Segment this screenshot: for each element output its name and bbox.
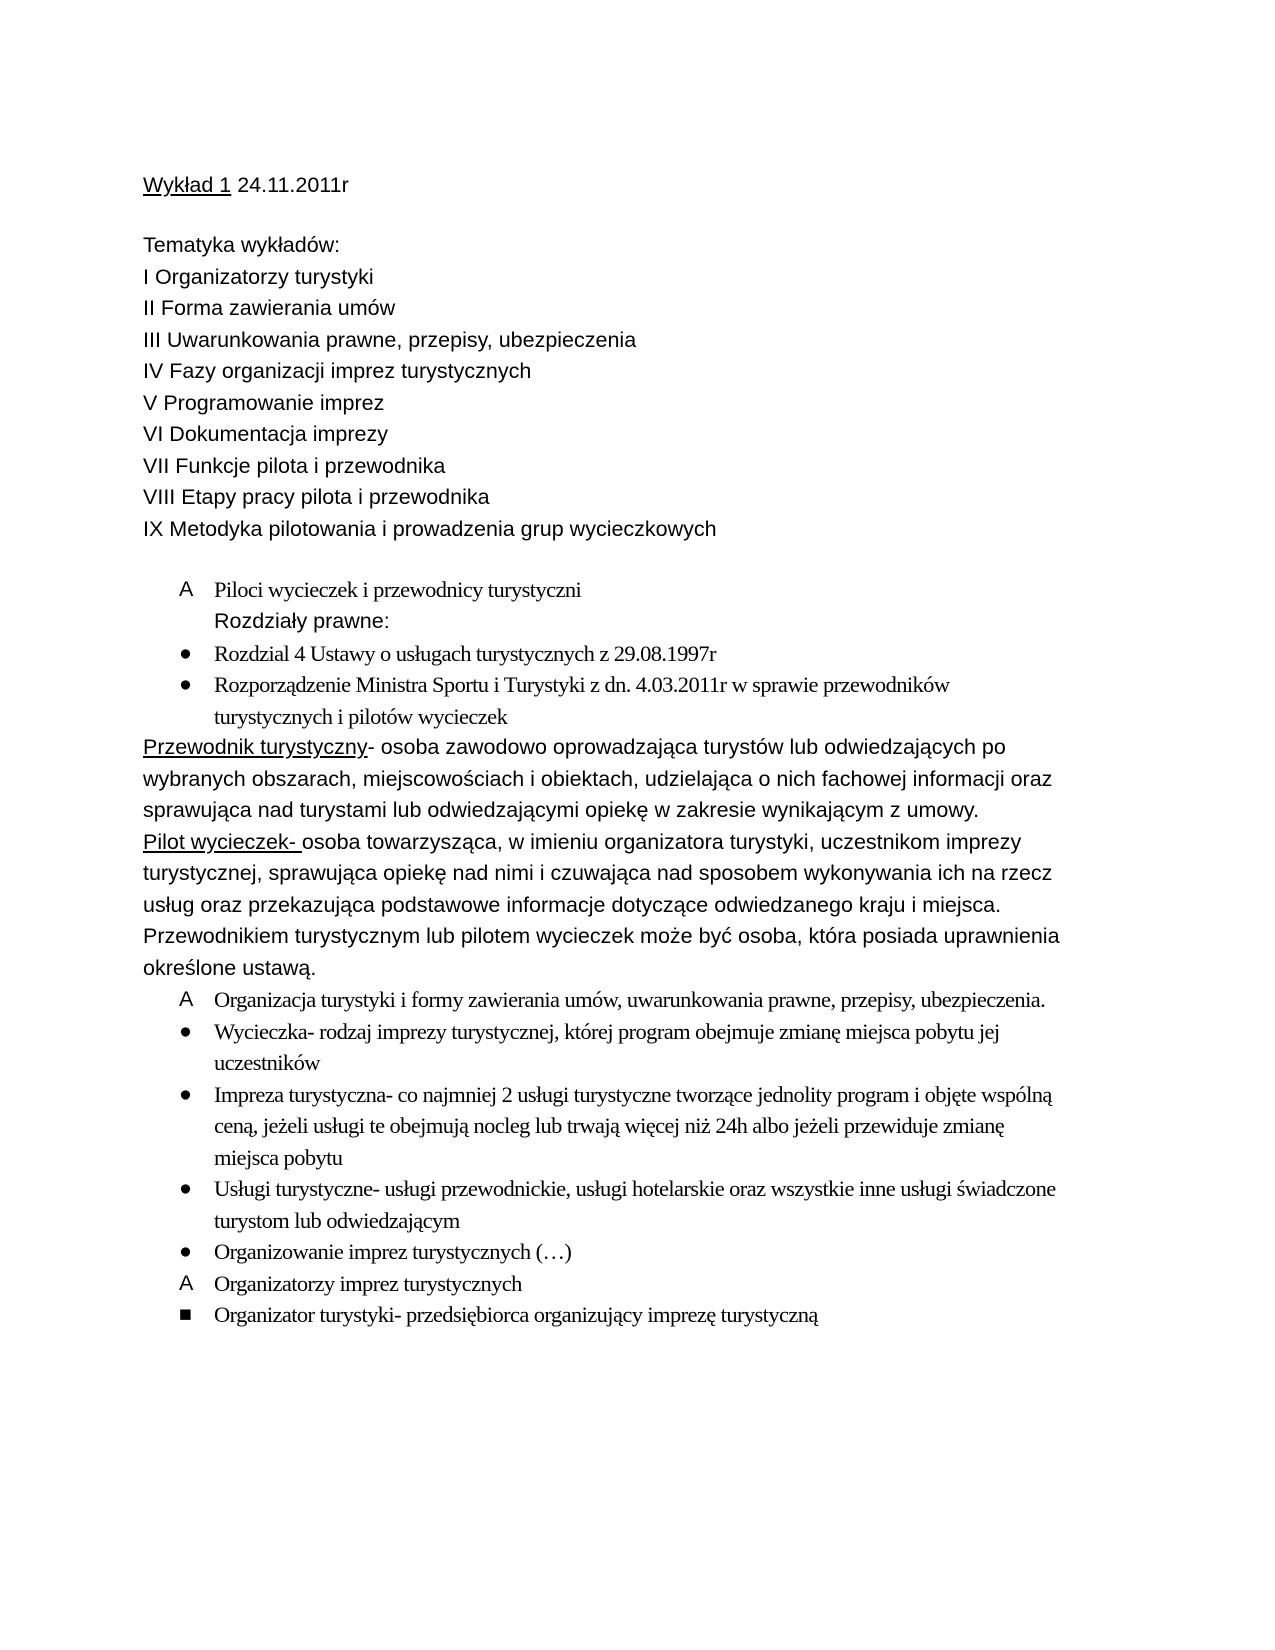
topic-item: IX Metodyka pilotowania i prowadzenia grup wycieczkowych — [143, 516, 717, 541]
topic-item: V Programowanie imprez — [143, 390, 385, 415]
topic-item: VII Funkcje pilota i przewodnika — [143, 453, 446, 478]
definition-paragraph: Pilot wycieczek- osoba towarzysząca, w imieniu organizatora turystyki, uczestnikom imprezy turystycznej, sprawująca opiekę nad nimi i czuwająca nad sposobem wykonywania ich na rzecz usług oraz przekazująca podstawowe informacje dotyczące odwiedzanego kraju i miejsca. — [143, 829, 1053, 917]
bullet-icon: ● — [179, 640, 192, 665]
bullet-icon: ● — [179, 1176, 192, 1200]
topic-item: VI Dokumentacja imprezy — [143, 422, 388, 446]
list-item: ● Rozdzial 4 Ustawy o usługach turystycznych z 29.08.1997r — [143, 638, 1068, 670]
list-item: ● Usługi turystyczne- usługi przewodnickie, usługi hotelarskie oraz wszystkie inne usługi świadczone turystom lub odwiedzającym — [143, 1173, 1068, 1236]
section-heading: A Organizacja turystyki i formy zawierania umów, uwarunkowania prawne, przepisy, ubezpieczenia. — [179, 987, 1046, 1012]
bullet-icon: ● — [179, 672, 192, 696]
bullet-icon: ● — [179, 1018, 192, 1043]
list-item: ● Impreza turystyczna- co najmniej 2 usługi turystyczne tworzące jednolity program i objęte wspólną ceną, jeżeli usługi te obejmują nocleg lub trwają więcej niż 24h albo jeżeli przewiduje zmianę miejsca pobytu — [143, 1079, 1068, 1174]
lecture-date: 24.11.2011r — [231, 173, 349, 197]
definition-term: Pilot wycieczek- — [143, 829, 302, 854]
section-heading: A Piloci wycieczek i przewodnicy turystyczni — [179, 576, 582, 602]
bullet-icon: ● — [179, 1239, 192, 1263]
lecture-label: Wykład 1 — [143, 173, 232, 197]
topic-item: VIII Etapy pracy pilota i przewodnika — [143, 485, 490, 509]
document-page — [143, 170, 1068, 1331]
section-subheading: Rozdziały prawne: — [214, 609, 390, 633]
topic-item: III Uwarunkowania prawne, przepisy, ubezpieczenia — [143, 327, 637, 352]
qualification-paragraph: Przewodnikiem turystycznym lub pilotem wycieczek może być osoba, która posiada uprawnienia określone ustawą. — [143, 924, 1060, 980]
list-item: ■ Organizator turystyki- przedsiębiorca organizujący imprezę turystyczną — [143, 1299, 1068, 1331]
definition-term: Przewodnik turystyczny — [143, 735, 368, 759]
topics-heading: Tematyka wykładów: — [143, 233, 341, 257]
topic-item: IV Fazy organizacji imprez turystycznych — [143, 359, 532, 383]
list-item: ● Rozporządzenie Ministra Sportu i Turystyki z dn. 4.03.2011r w sprawie przewodników turystycznych i pilotów wycieczek — [143, 669, 1068, 732]
list-item: ● Organizowanie imprez turystycznych (…) — [143, 1236, 1068, 1268]
section-heading: A Organizatorzy imprez turystycznych — [179, 1270, 522, 1296]
bullet-icon: ● — [179, 1081, 192, 1106]
list-item: ● Wycieczka- rodzaj imprezy turystycznej, której program obejmuje zmianę miejsca pobytu jej uczestników — [143, 1016, 1068, 1079]
definition-paragraph: Przewodnik turystyczny- osoba zawodowo oprowadzająca turystów lub odwiedzających po wybranych obszarach, miejscowościach i obiektach, udzielająca o nich fachowej informacji oraz sprawująca nad turystami lub odwiedzającymi opiekę w zakresie wynikającym z umowy. — [143, 735, 1053, 822]
topic-item: II Forma zawierania umów — [143, 296, 396, 320]
topic-item: I Organizatorzy turystyki — [143, 264, 374, 289]
lecture-title — [143, 170, 1068, 202]
square-bullet-icon: ■ — [179, 1302, 192, 1326]
